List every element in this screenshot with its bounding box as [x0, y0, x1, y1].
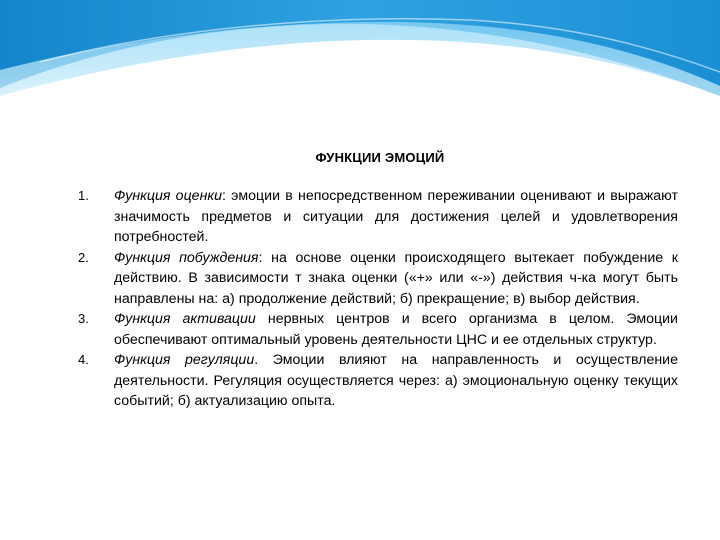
item-term: Функция оценки: [114, 188, 222, 204]
slide-title: ФУНКЦИИ ЭМОЦИЙ: [315, 150, 445, 165]
list-item: [78, 186, 678, 248]
functions-list: [78, 186, 678, 412]
item-number: 2.: [78, 249, 89, 265]
item-text: : эмоции в непосредственном переживании оценивают и выражают значимость предметов и ситуации для достижения целей и удовлетворения потребностей.: [114, 188, 678, 245]
item-text: нервных центров и всего организма в целом. Эмоции обеспечивают оптимальный уровень деятельности ЦНС и ее отдельных структур.: [114, 311, 678, 348]
item-term: Функция регуляции: [114, 352, 255, 368]
list-item: [78, 309, 678, 350]
item-term: Функция активации: [114, 311, 256, 327]
list-item: [78, 350, 678, 412]
list-item: [78, 248, 678, 310]
wave-banner: [0, 0, 720, 112]
item-number: 1.: [78, 188, 89, 203]
item-number: 4.: [78, 352, 89, 367]
item-term: Функция побуждения: [114, 249, 259, 266]
item-text: : на основе оценки происходящего вытекает побуждение к действию. В зависимости т знака оценки («+» или «-») действия ч-ка могут быть направлены на: а) продолжение действий; б) прекращение; в) выбор действия.: [114, 249, 679, 307]
item-number: 3.: [78, 311, 89, 326]
item-text: . Эмоции влияют на направленность и осуществление деятельности. Регуляция осуществляется через: а) эмоциональную оценку текущих событий; б) актуализацию опыта.: [114, 352, 678, 409]
